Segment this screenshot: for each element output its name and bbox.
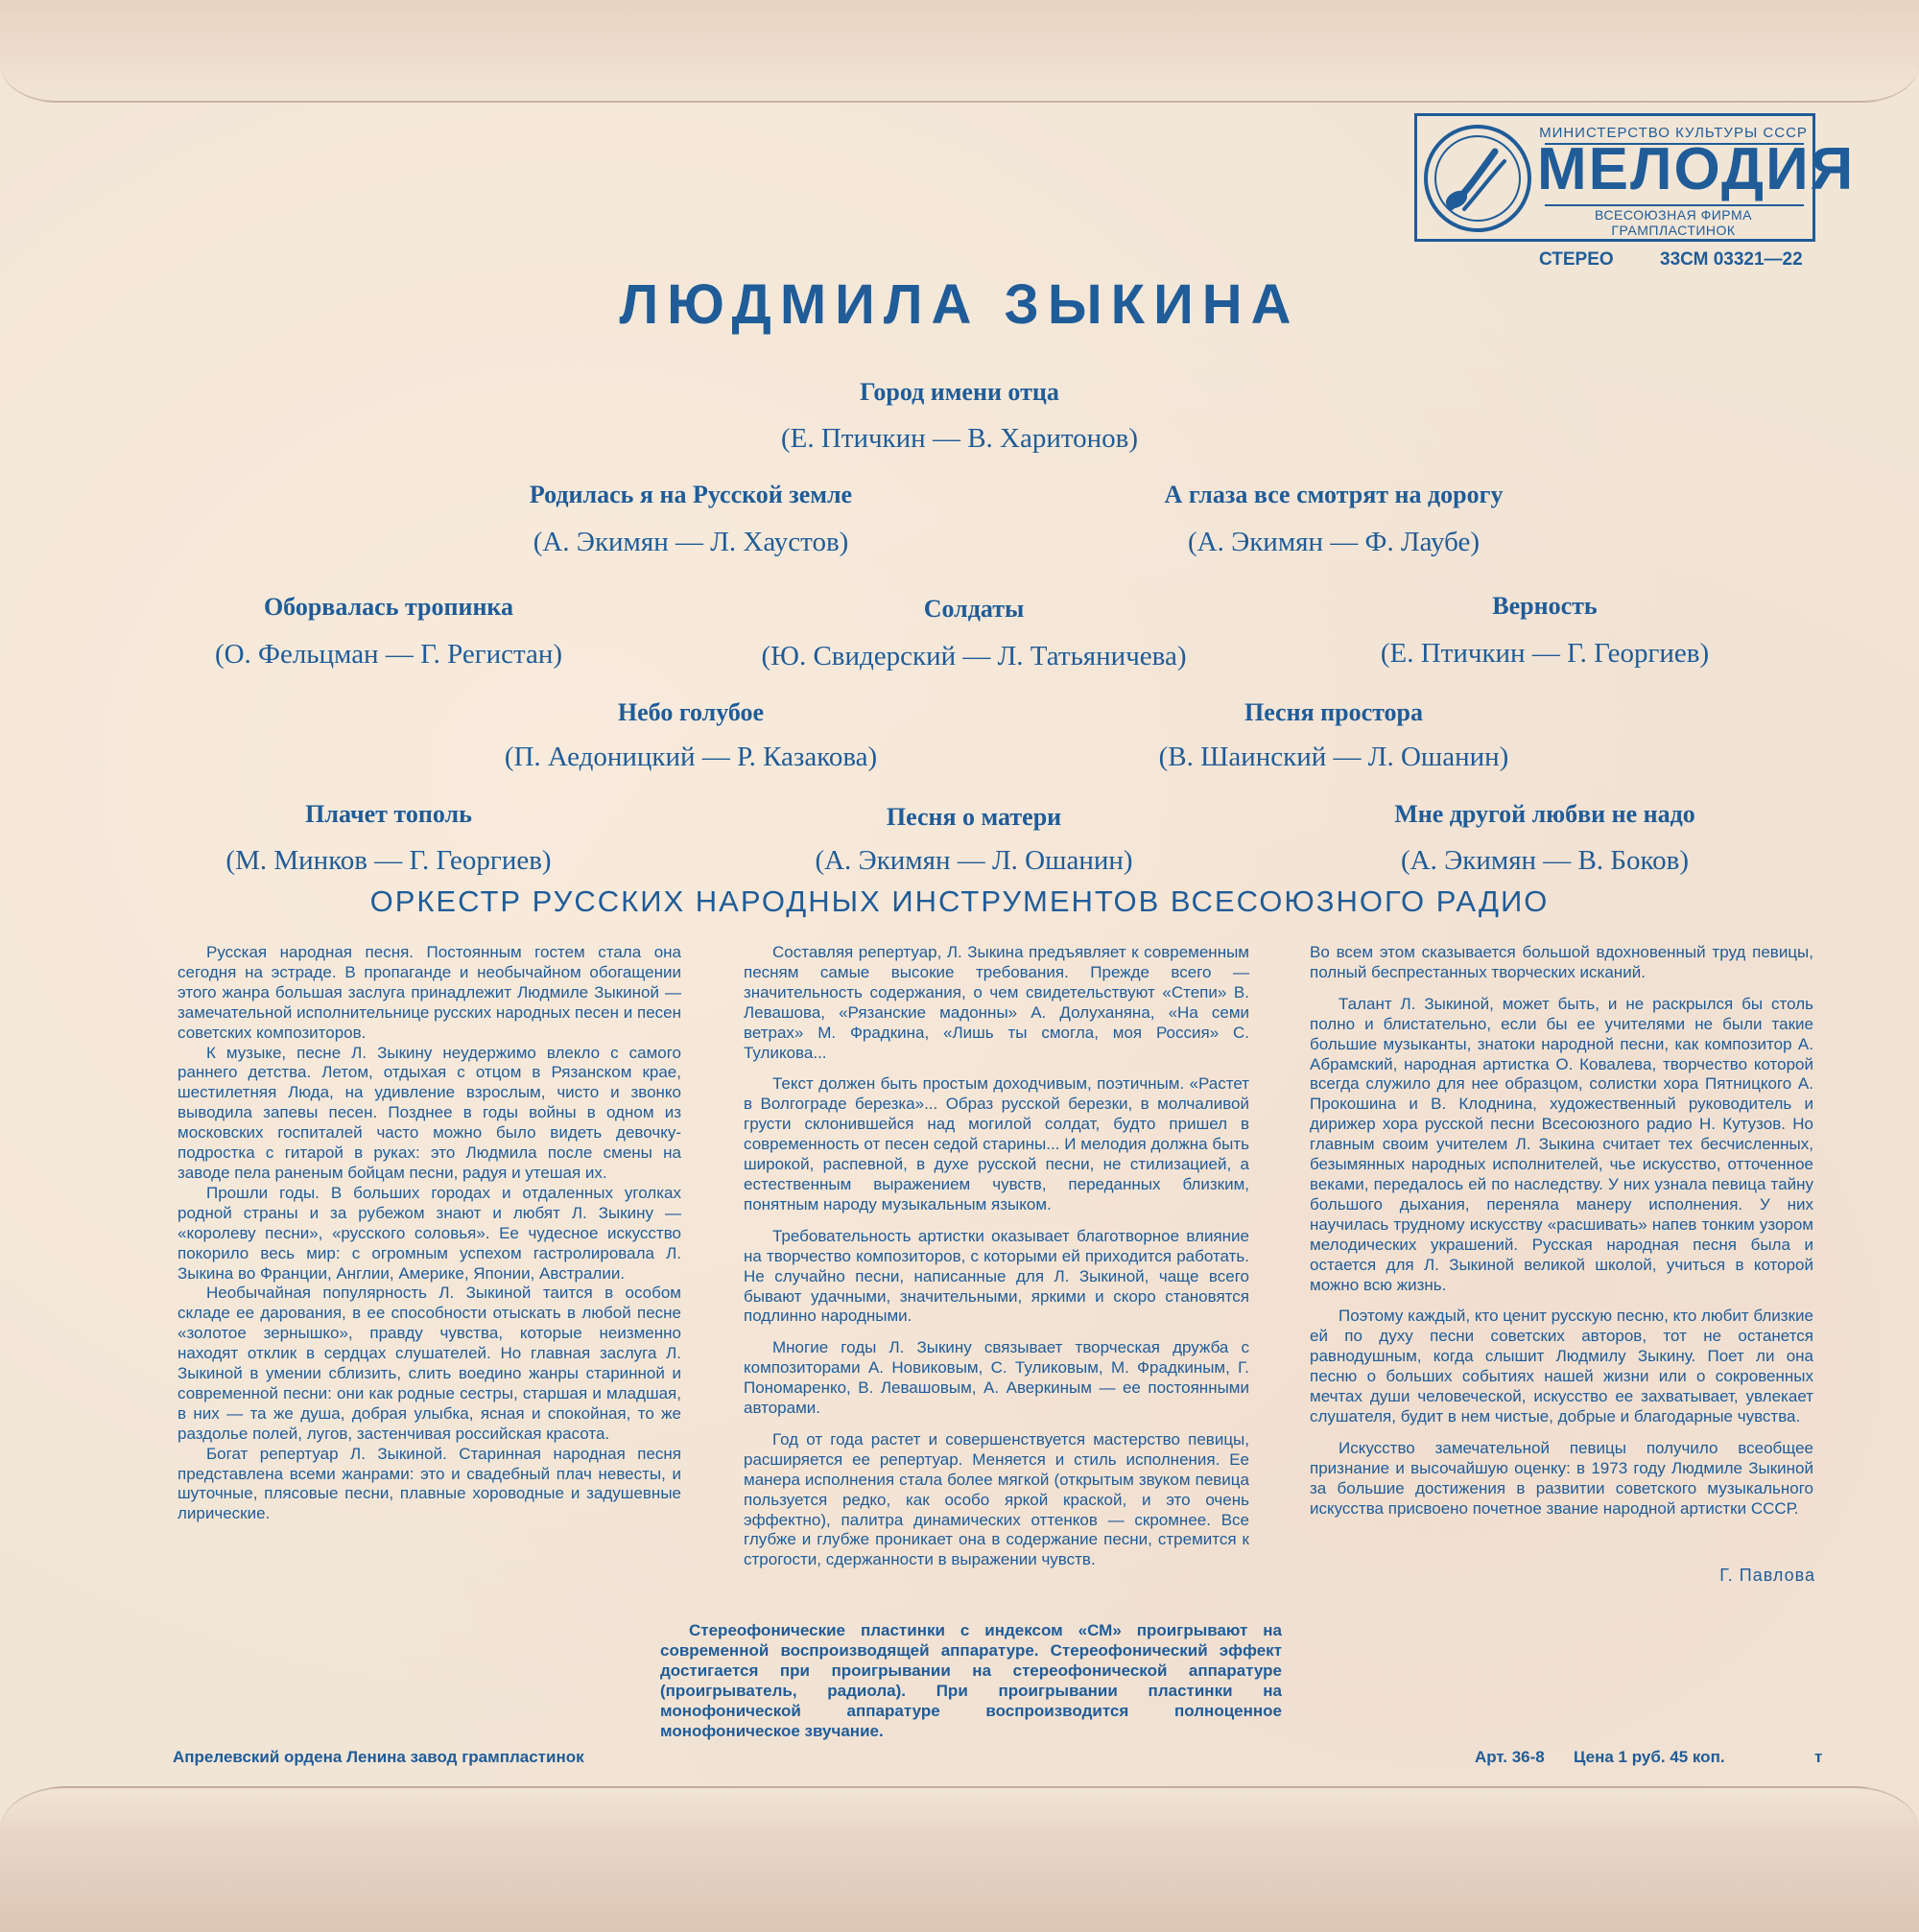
- track-title: Солдаты: [923, 595, 1025, 623]
- stereo-label: СТЕРЕО: [1539, 249, 1614, 270]
- liner-paragraph: Поэтому каждый, кто ценит русскую песню, кто любит близкие ей по духу песни советских авторов, тот не останется равнодушным, когда слышит Людмилу Зыкину. Поет ли она песню о больших событиях нашей жизни или о сокровенных мечтах души человеческой, искусство ее захватывает, увлекает слушателя, будит в нем чистые, добрые и благодарные чувства.: [1310, 1307, 1813, 1425]
- bottom-flap: [0, 1786, 1919, 1932]
- stereo-note-text: Стереофонические пластинки с индексом «СМ» проигрывают на современной воспроизводящей аппаратуре. Стереофонический эффект достигается при проигрывании на стереофонической аппаратуре (проигрыватель, радиола). При проигрывании пластинки на монофонической аппаратуре воспроизводится полноценное монофоническое звучание.: [660, 1621, 1282, 1740]
- liner-paragraph: Необычайная популярность Л. Зыкиной таится в особом складе ее дарования, в ее способности отыскать в любой песне «золотое зернышко», правду чувства, которые неизменно находят отклик в сердцах слушателей. Но главная заслуга Л. Зыкиной в умении сблизить, слить воедино жанры старинной и современной песни: они как родные сестры, старшая и младшая, в них — та же душа, добрая улыбка, ясная и спокойная, то же раздолье полей, лугов, застенчивая российская красота.: [178, 1284, 681, 1443]
- track-title: А глаза все смотрят на дорогу: [1164, 481, 1504, 508]
- track-credit: (О. Фельцман — Г. Регистан): [214, 639, 563, 670]
- liner-paragraph: Искусство замечательной певицы получило всеобщее признание и высочайшую оценку: в 1973 году Людмиле Зыкиной за большие достижения в развитии советского музыкального искусства присвоено почетное звание народной артистки СССР.: [1310, 1438, 1813, 1518]
- liner-notes-column-3: [1310, 943, 1813, 1519]
- top-flap: [0, 0, 1919, 103]
- stereo-note: [660, 1620, 1282, 1741]
- orchestra-credit: ОРКЕСТР РУССКИХ НАРОДНЫХ ИНСТРУМЕНТОВ ВСЕСОЮЗНОГО РАДИО: [369, 884, 1550, 918]
- track-credit: (М. Минков — Г. Георгиев): [225, 845, 552, 876]
- liner-notes-column-1: [178, 943, 681, 1524]
- liner-paragraph: Текст должен быть простым доходчивым, поэтичным. «Растет в Волгограде березка»... Образ русской березки, в молчаливой грусти склонившейся над могилой солдат, будто пришел в современность от песен седой старины... И мелодия должна быть широкой, распевной, в духе русской песни, не стилизацией, а естественным выражением чувств, переданных близким, понятным народу музыкальным языком.: [744, 1074, 1249, 1213]
- track-title: Плачет тополь: [305, 800, 472, 828]
- track-title: Небо голубое: [617, 698, 765, 726]
- liner-paragraph: Многие годы Л. Зыкину связывает творческая дружба с композиторами А. Новиковым, С. Туликовым, М. Фрадкиным, Г. Пономаренко, В. Левашовым, А. Аверкиным — ее постоянными авторами.: [744, 1338, 1249, 1418]
- melodiya-logo: [1414, 113, 1856, 244]
- track-title: Родилась я на Русской земле: [529, 481, 853, 508]
- article-number: Арт. 36-8: [1475, 1748, 1545, 1766]
- liner-paragraph: К музыке, песне Л. Зыкину неудержимо влекло с самого раннего детства. Летом, отдыхая с отцом в Рязанском крае, шестилетняя Люда, на удивление взрослым, чисто и звонко выводила запевы песен. Позднее в годы войны в одном из московских госпиталей часто можно было видеть девочку-подростка с гитарой в руках: это Людмила после смены на заводе пела раненым бойцам песни, радуя и утешая их.: [178, 1043, 681, 1182]
- liner-paragraph: Год от года растет и совершенствуется мастерство певицы, расширяется ее репертуар. Меняется и стиль исполнения. Ее манера исполнения стала более мягкой (открытым звуком певица пользуется редко, как особо яркой краской, и это очень эффектно), палитра динамических оттенков — скромнее. Все глубже и глубже проникает она в содержание песни, стремится к строгости, сдержанности в выражении чувств.: [744, 1429, 1249, 1569]
- track-credit: (Е. Птичкин — В. Харитонов): [780, 423, 1139, 454]
- catalog-number: 33СМ 03321—22: [1660, 249, 1803, 270]
- track-title: Песня о матери: [886, 803, 1062, 831]
- track-title: Песня простора: [1244, 698, 1424, 726]
- track-credit: (А. Экимян — В. Боков): [1400, 845, 1690, 876]
- liner-paragraph: Богат репертуар Л. Зыкиной. Старинная народная песня представлена всеми жанрами: это и свадебный плач невесты, и шуточные, плясовые песни, плавные хороводные и задушевные лирические.: [178, 1444, 681, 1523]
- track-credit: (А. Экимян — Ф. Лаубе): [1187, 527, 1481, 557]
- print-mark: т: [1814, 1748, 1823, 1766]
- track-title: Мне другой любви не надо: [1394, 800, 1695, 828]
- track-credit: (В. Шаинский — Л. Ошанин): [1158, 742, 1509, 772]
- logo-ministry-text: МИНИСТЕРСТВО КУЛЬТУРЫ СССР: [1539, 125, 1808, 141]
- liner-paragraph: Требовательность артистки оказывает благотворное влияние на творчество композиторов, с которыми ей приходится работать. Не случайно песни, написанные для Л. Зыкиной, чаще всего бывают удачными, значительными, яркими и скоро становятся подлинно народными.: [744, 1226, 1249, 1326]
- track-title: Город имени отца: [860, 378, 1059, 406]
- liner-paragraph: Прошли годы. В больших городах и отдаленных уголках родной страны и за рубежом знают и любят Л. Зыкину — «королеву песни», «русского соловья». Ее чудесное искусство покорило весь мир: с огромным успехом гастролировала Л. Зыкина во Франции, Англии, Америке, Японии, Австралии.: [178, 1183, 681, 1283]
- liner-paragraph: Русская народная песня. Постоянным гостем стала она сегодня на эстраде. В пропаганде и необычайном обогащении этого жанра большая заслуга принадлежит Людмиле Зыкиной — замечательной исполнительнице русских народных песен и песен советских композиторов.: [178, 943, 681, 1042]
- logo-firm-text: ВСЕСОЮЗНАЯ ФИРМА ГРАМПЛАСТИНОК: [1595, 207, 1752, 238]
- liner-paragraph: Талант Л. Зыкиной, может быть, и не раскрылся бы столь полно и блистательно, если бы ее учителями не были такие большие музыканты, знатоки народной песни, как композитор А. Абрамский, народная артистка О. Ковалева, творчество которой всегда служило для нее образцом, солистки хора Пятницкого А. Прокошина и В. Клоднина, художественный руководитель и дирижер хора русской песни Всесоюзного радио Н. Кутузов. Но главным своим учителем Л. Зыкина считает тех бесчисленных, безымянных народных исполнителей, чье искусство, отточенное веками, передалось ей по наследству. У них узнала певица тайну большого дыхания, переняла манеру исполнения. У них научилась трудному искусству «расшивать» напев тонким узором мелодических украшений. Русская народная песня была и остается для Л. Зыкиной великой школой, учиться в которой можно всю жизнь.: [1310, 994, 1813, 1294]
- track-credit: (А. Экимян — Л. Ошанин): [815, 845, 1133, 876]
- track-title: Оборвалась тропинка: [263, 593, 514, 621]
- track-title: Верность: [1492, 592, 1598, 620]
- melodiya-emblem-icon: [1422, 123, 1533, 234]
- liner-notes-column-2: [744, 943, 1249, 1570]
- logo-rule-bottom: [1545, 204, 1804, 206]
- price: Цена 1 руб. 45 коп.: [1574, 1748, 1725, 1766]
- logo-brand-text: МЕЛОДИЯ: [1537, 136, 1856, 202]
- liner-paragraph: Во всем этом сказывается большой вдохновенный труд певицы, полный беспрестанных творческих исканий.: [1310, 943, 1813, 981]
- author-signature: Г. Павлова: [1719, 1566, 1815, 1585]
- track-credit: (Ю. Свидерский — Л. Татьяничева): [761, 641, 1187, 671]
- track-credit: (А. Экимян — Л. Хаустов): [533, 527, 849, 557]
- liner-paragraph: Составляя репертуар, Л. Зыкина предъявляет к современным песням самые высокие требования. Прежде всего — значительность содержания, о чем свидетельствуют «Степи» В. Левашова, «Рязанские мадонны» А. Долуханяна, «На семи ветрах» М. Фрадкина, «Лишь ты смогла, моя Россия» С. Туликова...: [744, 943, 1249, 1062]
- track-credit: (Е. Птичкин — Г. Георгиев): [1380, 638, 1710, 669]
- artist-title: ЛЮДМИЛА ЗЫКИНА: [619, 273, 1300, 336]
- track-credit: (П. Аедоницкий — Р. Казакова): [504, 742, 878, 772]
- factory-name: Апрелевский ордена Ленина завод грампластинок: [173, 1748, 584, 1766]
